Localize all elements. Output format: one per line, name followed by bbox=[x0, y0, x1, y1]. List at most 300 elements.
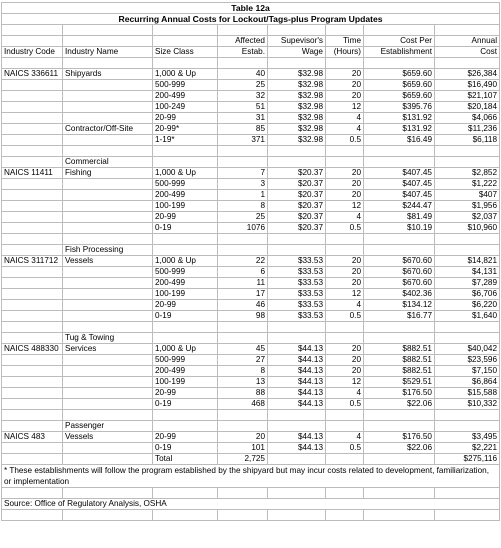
empty-cell bbox=[2, 267, 63, 278]
annual-cost: $7,289 bbox=[435, 278, 500, 289]
time-hours: 20 bbox=[326, 168, 364, 179]
empty-cell bbox=[2, 278, 63, 289]
supervisor-wage: $32.98 bbox=[268, 135, 326, 146]
industry-name: Vessels bbox=[63, 256, 153, 267]
empty-cell bbox=[2, 223, 63, 234]
cost-per-establishment: $134.12 bbox=[364, 300, 435, 311]
annual-cost: $15,588 bbox=[435, 388, 500, 399]
empty-cell bbox=[2, 58, 63, 69]
header-affected-line2: Estab. bbox=[218, 47, 268, 58]
affected-estab: 17 bbox=[218, 289, 268, 300]
supervisor-wage: $44.13 bbox=[268, 399, 326, 410]
time-hours: 12 bbox=[326, 289, 364, 300]
annual-cost: $1,222 bbox=[435, 179, 500, 190]
empty-cell bbox=[326, 234, 364, 245]
empty-cell bbox=[63, 322, 153, 333]
affected-estab: 3 bbox=[218, 179, 268, 190]
size-class: 20-99 bbox=[153, 388, 218, 399]
size-class: 0-19 bbox=[153, 443, 218, 454]
empty-cell bbox=[326, 322, 364, 333]
table-row bbox=[2, 377, 500, 388]
size-class: 20-99 bbox=[153, 212, 218, 223]
empty-cell bbox=[2, 333, 63, 344]
empty-cell bbox=[2, 91, 63, 102]
annual-cost: $14,821 bbox=[435, 256, 500, 267]
empty-cell bbox=[268, 333, 326, 344]
supervisor-wage: $44.13 bbox=[268, 432, 326, 443]
industry-name: Services bbox=[63, 344, 153, 355]
annual-cost: $11,236 bbox=[435, 124, 500, 135]
supervisor-wage: $32.98 bbox=[268, 69, 326, 80]
empty-cell bbox=[268, 157, 326, 168]
affected-estab: 27 bbox=[218, 355, 268, 366]
empty-cell bbox=[2, 388, 63, 399]
spacer-row bbox=[2, 58, 500, 69]
industry-name bbox=[63, 377, 153, 388]
size-class: 0-19 bbox=[153, 311, 218, 322]
affected-estab: 85 bbox=[218, 124, 268, 135]
affected-estab: 8 bbox=[218, 366, 268, 377]
size-class: 1,000 & Up bbox=[153, 256, 218, 267]
total-row bbox=[2, 454, 500, 465]
size-class: 500-999 bbox=[153, 355, 218, 366]
annual-cost: $7,150 bbox=[435, 366, 500, 377]
header-annual-line2: Cost bbox=[435, 47, 500, 58]
annual-cost: $2,037 bbox=[435, 212, 500, 223]
industry-name-line: Passenger bbox=[63, 421, 153, 432]
affected-estab: 20 bbox=[218, 432, 268, 443]
industry-code: NAICS 11411 bbox=[2, 168, 63, 179]
empty-cell bbox=[2, 300, 63, 311]
affected-estab: 22 bbox=[218, 256, 268, 267]
cost-per-establishment: $659.60 bbox=[364, 69, 435, 80]
time-hours: 0.5 bbox=[326, 443, 364, 454]
affected-estab: 371 bbox=[218, 135, 268, 146]
size-class: 100-249 bbox=[153, 102, 218, 113]
affected-estab: 45 bbox=[218, 344, 268, 355]
empty-cell bbox=[364, 245, 435, 256]
industry-name bbox=[63, 289, 153, 300]
empty-cell bbox=[153, 157, 218, 168]
empty-cell bbox=[435, 58, 500, 69]
time-hours: 4 bbox=[326, 113, 364, 124]
empty-cell bbox=[326, 333, 364, 344]
table-row bbox=[2, 168, 500, 179]
annual-cost: $2,221 bbox=[435, 443, 500, 454]
cost-per-establishment: $407.45 bbox=[364, 168, 435, 179]
supervisor-wage: $32.98 bbox=[268, 124, 326, 135]
empty-cell bbox=[2, 124, 63, 135]
time-hours: 20 bbox=[326, 355, 364, 366]
industry-name bbox=[63, 300, 153, 311]
affected-estab: 25 bbox=[218, 212, 268, 223]
table-row bbox=[2, 223, 500, 234]
header-annual-line1: Annual bbox=[435, 36, 500, 47]
size-class: 200-499 bbox=[153, 366, 218, 377]
time-hours: 12 bbox=[326, 377, 364, 388]
header-size-class: Size Class bbox=[153, 47, 218, 58]
cost-per-establishment: $176.50 bbox=[364, 388, 435, 399]
empty-cell bbox=[2, 510, 63, 521]
annual-cost: $1,956 bbox=[435, 201, 500, 212]
empty-cell bbox=[326, 421, 364, 432]
industry-name bbox=[63, 388, 153, 399]
header-industry-code: Industry Code bbox=[2, 47, 63, 58]
size-class: 1,000 & Up bbox=[153, 344, 218, 355]
empty-cell bbox=[2, 135, 63, 146]
spacer-row bbox=[2, 146, 500, 157]
spacer-row bbox=[2, 234, 500, 245]
table-row bbox=[2, 289, 500, 300]
supervisor-wage: $33.53 bbox=[268, 311, 326, 322]
affected-estab: 13 bbox=[218, 377, 268, 388]
empty-cell bbox=[326, 510, 364, 521]
empty-cell bbox=[326, 488, 364, 499]
affected-estab: 468 bbox=[218, 399, 268, 410]
industry-name bbox=[63, 190, 153, 201]
supervisor-wage: $33.53 bbox=[268, 289, 326, 300]
table-row bbox=[2, 366, 500, 377]
header-affected-line1: Affected bbox=[218, 36, 268, 47]
empty-cell bbox=[326, 157, 364, 168]
empty-cell bbox=[364, 146, 435, 157]
empty-cell bbox=[2, 190, 63, 201]
time-hours: 0.5 bbox=[326, 311, 364, 322]
cost-per-establishment: $81.49 bbox=[364, 212, 435, 223]
empty-cell bbox=[435, 234, 500, 245]
time-hours: 0.5 bbox=[326, 223, 364, 234]
cost-table bbox=[1, 2, 500, 521]
annual-cost: $6,220 bbox=[435, 300, 500, 311]
size-class: 0-19 bbox=[153, 223, 218, 234]
empty-cell bbox=[153, 146, 218, 157]
cost-per-establishment: $402.36 bbox=[364, 289, 435, 300]
empty-cell bbox=[218, 157, 268, 168]
cost-per-establishment: $22.06 bbox=[364, 399, 435, 410]
spreadsheet bbox=[1, 2, 499, 546]
empty-cell bbox=[268, 146, 326, 157]
supervisor-wage: $32.98 bbox=[268, 102, 326, 113]
industry-code: NAICS 336611 bbox=[2, 69, 63, 80]
industry-name: Shipyards bbox=[63, 69, 153, 80]
total-estab: 2,725 bbox=[218, 454, 268, 465]
cost-per-establishment: $16.77 bbox=[364, 311, 435, 322]
annual-cost: $2,852 bbox=[435, 168, 500, 179]
empty-cell bbox=[218, 421, 268, 432]
table-row bbox=[2, 256, 500, 267]
empty-cell bbox=[153, 333, 218, 344]
annual-cost: $40,042 bbox=[435, 344, 500, 355]
annual-cost: $1,640 bbox=[435, 311, 500, 322]
table-row bbox=[2, 278, 500, 289]
time-hours: 20 bbox=[326, 80, 364, 91]
annual-cost: $6,706 bbox=[435, 289, 500, 300]
empty-cell bbox=[63, 488, 153, 499]
header-cost-per-line2: Establishment bbox=[364, 47, 435, 58]
size-class: 500-999 bbox=[153, 80, 218, 91]
annual-cost: $407 bbox=[435, 190, 500, 201]
size-class: 0-19 bbox=[153, 399, 218, 410]
table-row bbox=[2, 267, 500, 278]
industry-name: Fishing bbox=[63, 168, 153, 179]
size-class: 1-19* bbox=[153, 135, 218, 146]
annual-cost: $4,066 bbox=[435, 113, 500, 124]
annual-cost: $20,184 bbox=[435, 102, 500, 113]
table-row bbox=[2, 80, 500, 91]
table-row bbox=[2, 355, 500, 366]
time-hours: 12 bbox=[326, 102, 364, 113]
empty-cell bbox=[268, 488, 326, 499]
affected-estab: 46 bbox=[218, 300, 268, 311]
empty-cell bbox=[2, 322, 63, 333]
empty-cell bbox=[2, 80, 63, 91]
empty-cell bbox=[218, 146, 268, 157]
affected-estab: 8 bbox=[218, 201, 268, 212]
affected-estab: 11 bbox=[218, 278, 268, 289]
empty-cell bbox=[218, 333, 268, 344]
empty-cell bbox=[364, 488, 435, 499]
industry-name-line-row bbox=[2, 333, 500, 344]
time-hours: 0.5 bbox=[326, 399, 364, 410]
empty-cell bbox=[268, 510, 326, 521]
affected-estab: 32 bbox=[218, 91, 268, 102]
spacer-row bbox=[2, 410, 500, 421]
header-industry-name: Industry Name bbox=[63, 47, 153, 58]
empty-cell bbox=[435, 510, 500, 521]
table-row bbox=[2, 344, 500, 355]
empty-cell bbox=[364, 58, 435, 69]
time-hours: 20 bbox=[326, 267, 364, 278]
supervisor-wage: $32.98 bbox=[268, 91, 326, 102]
empty-cell bbox=[218, 58, 268, 69]
affected-estab: 31 bbox=[218, 113, 268, 124]
empty-cell bbox=[435, 410, 500, 421]
footnote: * These establishments will follow the program established by the shipyard but may incur costs related to development, familiarization, or implementation bbox=[2, 465, 500, 488]
supervisor-wage: $20.37 bbox=[268, 201, 326, 212]
empty-cell bbox=[364, 454, 435, 465]
empty-cell bbox=[63, 454, 153, 465]
cost-per-establishment: $407.45 bbox=[364, 179, 435, 190]
empty-cell bbox=[364, 322, 435, 333]
industry-name bbox=[63, 80, 153, 91]
affected-estab: 101 bbox=[218, 443, 268, 454]
cost-per-establishment: $244.47 bbox=[364, 201, 435, 212]
table-row bbox=[2, 113, 500, 124]
industry-code: NAICS 488330 bbox=[2, 344, 63, 355]
industry-name bbox=[63, 201, 153, 212]
empty-cell bbox=[63, 510, 153, 521]
time-hours: 4 bbox=[326, 124, 364, 135]
size-class: 20-99 bbox=[153, 300, 218, 311]
empty-cell bbox=[2, 355, 63, 366]
empty-cell bbox=[2, 113, 63, 124]
cost-per-establishment: $670.60 bbox=[364, 278, 435, 289]
time-hours: 20 bbox=[326, 344, 364, 355]
supervisor-wage: $32.98 bbox=[268, 80, 326, 91]
affected-estab: 98 bbox=[218, 311, 268, 322]
industry-name: Vessels bbox=[63, 432, 153, 443]
empty-cell bbox=[435, 157, 500, 168]
cost-per-establishment: $16.49 bbox=[364, 135, 435, 146]
empty-cell bbox=[364, 333, 435, 344]
affected-estab: 25 bbox=[218, 80, 268, 91]
industry-name bbox=[63, 113, 153, 124]
table-row bbox=[2, 311, 500, 322]
empty-cell bbox=[2, 102, 63, 113]
empty-cell bbox=[364, 421, 435, 432]
industry-name bbox=[63, 91, 153, 102]
industry-name bbox=[63, 179, 153, 190]
empty-cell bbox=[218, 488, 268, 499]
supervisor-wage: $33.53 bbox=[268, 267, 326, 278]
cost-per-establishment: $395.76 bbox=[364, 102, 435, 113]
size-class: 500-999 bbox=[153, 267, 218, 278]
supervisor-wage: $44.13 bbox=[268, 443, 326, 454]
empty-cell bbox=[2, 245, 63, 256]
cost-per-establishment: $882.51 bbox=[364, 366, 435, 377]
empty-cell bbox=[2, 201, 63, 212]
empty-cell bbox=[2, 157, 63, 168]
empty-cell bbox=[2, 410, 63, 421]
time-hours: 20 bbox=[326, 256, 364, 267]
industry-name-line-row bbox=[2, 245, 500, 256]
empty-cell bbox=[153, 58, 218, 69]
empty-cell bbox=[2, 289, 63, 300]
header-wage-line2: Wage bbox=[268, 47, 326, 58]
time-hours: 4 bbox=[326, 300, 364, 311]
table-title: Table 12a bbox=[2, 3, 500, 14]
cost-per-establishment: $131.92 bbox=[364, 124, 435, 135]
industry-name bbox=[63, 212, 153, 223]
empty-cell bbox=[2, 443, 63, 454]
table-row bbox=[2, 124, 500, 135]
time-hours: 12 bbox=[326, 201, 364, 212]
header-cost-per-line1: Cost Per bbox=[364, 36, 435, 47]
empty-cell bbox=[268, 245, 326, 256]
industry-name bbox=[63, 102, 153, 113]
supervisor-wage: $20.37 bbox=[268, 168, 326, 179]
table-row bbox=[2, 69, 500, 80]
empty-cell bbox=[435, 488, 500, 499]
annual-cost: $3,495 bbox=[435, 432, 500, 443]
annual-cost: $6,864 bbox=[435, 377, 500, 388]
annual-cost: $16,490 bbox=[435, 80, 500, 91]
supervisor-wage: $44.13 bbox=[268, 355, 326, 366]
empty-cell bbox=[153, 510, 218, 521]
cost-per-establishment: $670.60 bbox=[364, 267, 435, 278]
cost-per-establishment: $10.19 bbox=[364, 223, 435, 234]
affected-estab: 88 bbox=[218, 388, 268, 399]
table-row bbox=[2, 399, 500, 410]
empty-cell bbox=[63, 410, 153, 421]
annual-cost: $26,384 bbox=[435, 69, 500, 80]
empty-cell bbox=[268, 410, 326, 421]
time-hours: 20 bbox=[326, 190, 364, 201]
cost-per-establishment: $22.06 bbox=[364, 443, 435, 454]
size-class: 1,000 & Up bbox=[153, 168, 218, 179]
table-row bbox=[2, 300, 500, 311]
annual-cost: $4,131 bbox=[435, 267, 500, 278]
empty-cell bbox=[268, 322, 326, 333]
table-row bbox=[2, 102, 500, 113]
size-class: 20-99 bbox=[153, 113, 218, 124]
empty-cell bbox=[435, 421, 500, 432]
source-note: Source: Office of Regulatory Analysis, OSHA bbox=[2, 499, 500, 510]
time-hours: 20 bbox=[326, 278, 364, 289]
cost-per-establishment: $659.60 bbox=[364, 80, 435, 91]
industry-name bbox=[63, 267, 153, 278]
table-row bbox=[2, 443, 500, 454]
industry-name bbox=[63, 366, 153, 377]
size-class: 100-199 bbox=[153, 201, 218, 212]
empty-cell bbox=[153, 322, 218, 333]
time-hours: 20 bbox=[326, 91, 364, 102]
table-row bbox=[2, 432, 500, 443]
time-hours: 4 bbox=[326, 388, 364, 399]
affected-estab: 51 bbox=[218, 102, 268, 113]
table-row bbox=[2, 91, 500, 102]
supervisor-wage: $44.13 bbox=[268, 377, 326, 388]
cost-per-establishment: $882.51 bbox=[364, 355, 435, 366]
empty-cell bbox=[2, 488, 63, 499]
time-hours: 20 bbox=[326, 179, 364, 190]
supervisor-wage: $20.37 bbox=[268, 190, 326, 201]
empty-cell bbox=[2, 212, 63, 223]
empty-cell bbox=[218, 245, 268, 256]
header-time-line2: (Hours) bbox=[326, 47, 364, 58]
empty-cell bbox=[268, 421, 326, 432]
supervisor-wage: $44.13 bbox=[268, 344, 326, 355]
size-class: 100-199 bbox=[153, 289, 218, 300]
total-annual: $275,116 bbox=[435, 454, 500, 465]
size-class: 200-499 bbox=[153, 190, 218, 201]
time-hours: 20 bbox=[326, 366, 364, 377]
empty-cell bbox=[2, 179, 63, 190]
empty-cell bbox=[153, 488, 218, 499]
spacer-row bbox=[2, 322, 500, 333]
empty-cell bbox=[268, 454, 326, 465]
annual-cost: $10,332 bbox=[435, 399, 500, 410]
empty-cell bbox=[218, 322, 268, 333]
annual-cost: $10,960 bbox=[435, 223, 500, 234]
empty-cell bbox=[218, 410, 268, 421]
industry-name bbox=[63, 278, 153, 289]
empty-cell bbox=[268, 234, 326, 245]
affected-estab: 6 bbox=[218, 267, 268, 278]
supervisor-wage: $20.37 bbox=[268, 179, 326, 190]
supervisor-wage: $44.13 bbox=[268, 388, 326, 399]
empty-cell bbox=[326, 146, 364, 157]
empty-cell bbox=[364, 234, 435, 245]
table-subtitle: Recurring Annual Costs for Lockout/Tags-plus Program Updates bbox=[2, 14, 500, 25]
supervisor-wage: $33.53 bbox=[268, 278, 326, 289]
empty-cell bbox=[2, 421, 63, 432]
empty-cell bbox=[364, 410, 435, 421]
total-label: Total bbox=[153, 454, 218, 465]
empty-cell bbox=[63, 146, 153, 157]
empty-cell bbox=[2, 377, 63, 388]
empty-cell bbox=[435, 146, 500, 157]
empty-cell bbox=[326, 245, 364, 256]
industry-name-line: Tug & Towing bbox=[63, 333, 153, 344]
size-class: 1,000 & Up bbox=[153, 69, 218, 80]
cost-per-establishment: $670.60 bbox=[364, 256, 435, 267]
industry-name-line: Commercial bbox=[63, 157, 153, 168]
size-class: 100-199 bbox=[153, 377, 218, 388]
industry-name-line-row bbox=[2, 421, 500, 432]
industry-name-line: Fish Processing bbox=[63, 245, 153, 256]
empty-cell bbox=[364, 157, 435, 168]
